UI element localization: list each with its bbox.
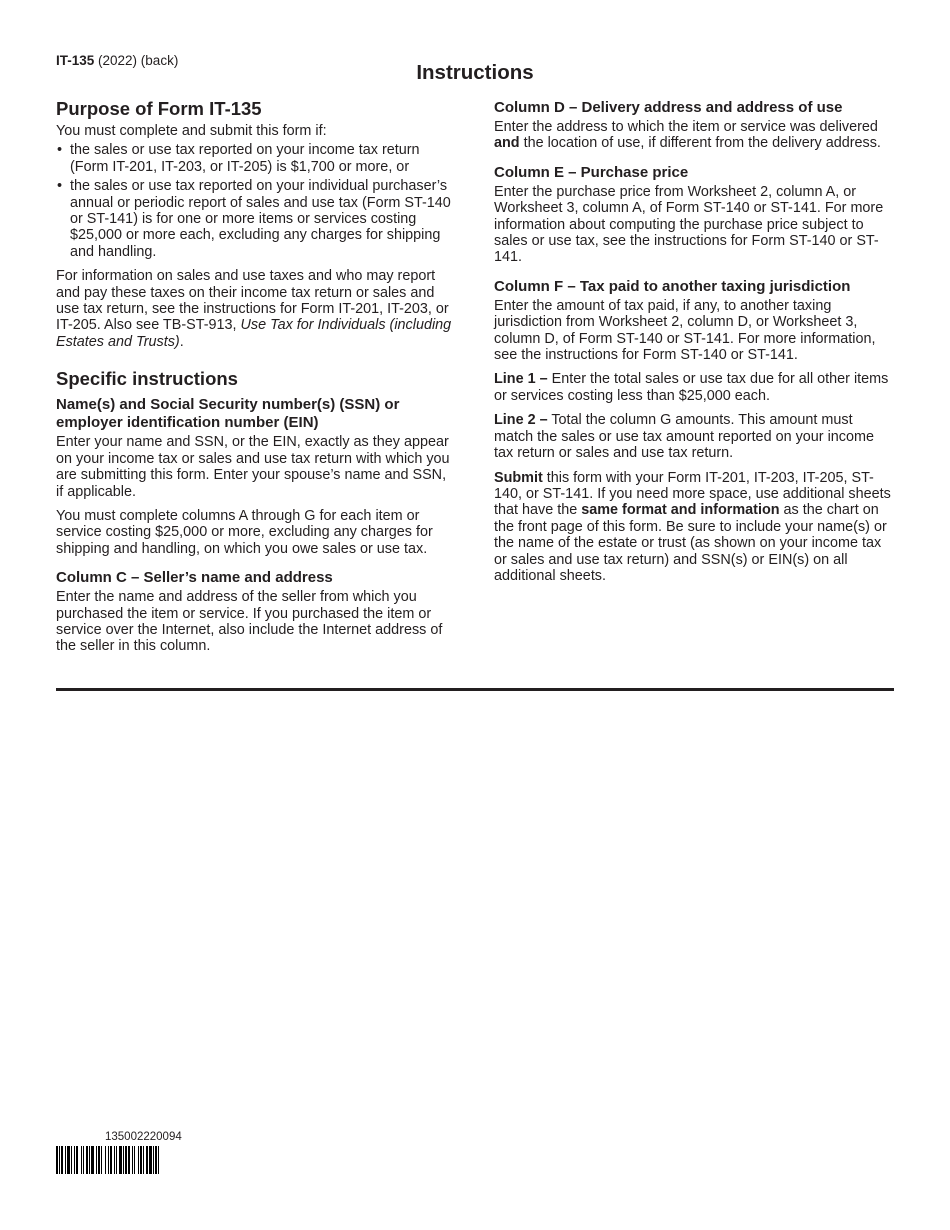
columns-text: You must complete columns A through G for each item or service costing $25,000 or more, excluding any charges for shipping and handling, on which you owe sales or use tax. (56, 507, 433, 557)
list-item-text: the sales or use tax reported on your individual purchaser’s annual or periodic report of sales and use tax (Form ST-140 or ST-141) is for one or more items or services costing $25,000 or more each, excluding any charges for shipping and handling. (70, 178, 451, 260)
column-d-text-1: Enter the address to which the item or service was delivered (494, 119, 878, 135)
info-end: . (179, 333, 184, 350)
submit-bold: same format and information (581, 502, 780, 519)
right-column (494, 99, 894, 592)
purpose-heading: Purpose of Form IT-135 (56, 98, 262, 119)
column-f-heading: Column F – Tax paid to another taxing jurisdiction (494, 277, 851, 295)
line-2-text (494, 412, 894, 461)
line-2-label: Line 2 – (494, 412, 548, 429)
column-e-heading: Column E – Purchase price (494, 163, 689, 181)
form-year: (2022) (back) (94, 53, 179, 68)
column-d-text (494, 119, 894, 152)
name-ssn-heading: Name(s) and Social Security number(s) (SSN) or employer identification number (EIN) (56, 396, 400, 432)
name-ssn-text: Enter your name and SSN, or the EIN, exactly as they appear on your income tax or sales and use tax return with which you are submitting this form. Enter your spouse’s name and SSN, if applicable. (56, 434, 450, 500)
purpose-list (56, 142, 456, 260)
line-1-label: Line 1 – (494, 371, 548, 388)
bullet-icon: • (57, 178, 63, 195)
barcode-icon (56, 1146, 240, 1174)
submit-text-1: this form with your Form IT-201, IT-203, IT-205, ST-140, or ST-141. If you need more space, use additional sheets that have the (494, 469, 891, 519)
info-paragraph (56, 268, 456, 350)
line-1-body: Enter the total sales or use tax due for all other items or services costing less than $25,000 each. (494, 371, 889, 404)
submit-text (494, 470, 894, 585)
purpose-intro: You must complete and submit this form if: (56, 123, 327, 139)
bullet-icon: • (57, 142, 63, 159)
page-title: Instructions (416, 61, 534, 84)
form-id: IT-135 (56, 53, 95, 68)
column-c-heading: Column C – Seller’s name and address (56, 569, 333, 587)
column-e-text: Enter the purchase price from Worksheet 2, column A, or Worksheet 3, column A, of Form ST-140 or ST-141. For more information about computing the purchase price subject to sales or use tax, see the instructions for Form ST-140 or ST-141. (494, 183, 884, 266)
column-d-heading: Column D – Delivery address and address of use (494, 99, 843, 116)
list-item (56, 142, 456, 175)
submit-label: Submit (494, 469, 543, 486)
column-d-bold: and (494, 135, 520, 152)
column-d-text-2: the location of use, if different from the delivery address. (519, 135, 881, 152)
list-item (56, 178, 456, 260)
specific-heading: Specific instructions (56, 368, 238, 390)
line-1-text (494, 371, 894, 404)
submit-text-2: as the chart on the front page of this form. Be sure to include your name(s) or the name of the estate or trust (as shown on your income tax or sales and use tax return) and SSN(s) or EIN(s) on all additional sheets. (494, 502, 887, 584)
list-item-text: the sales or use tax reported on your income tax return (Form IT-201, IT-203, or IT-205) is $1,700 or more, or (70, 142, 420, 175)
info-text: For information on sales and use taxes and who may report and pay these taxes on their income tax return or sales and use tax return, see the instructions for Form IT-201, IT-203, or IT-205. Also see TB-ST-913, (56, 268, 449, 334)
line-2-body: Total the column G amounts. This amount must match the sales or use tax amount reported on your income tax return or sales and use tax return. (494, 412, 874, 462)
publication-title: Use Tax for Individuals (including Estates and Trusts) (56, 317, 452, 350)
barcode-number: 135002220094 (105, 1131, 182, 1143)
column-f-text: Enter the amount of tax paid, if any, to another taxing jurisdiction from Worksheet 2, column D, or Worksheet 3, column D, of Form ST-140 or ST-141. For more information, see the instructions for Form ST-140 or ST-141. (494, 297, 876, 364)
left-column (56, 98, 456, 663)
section-divider (56, 688, 894, 691)
column-c-text: Enter the name and address of the seller from which you purchased the item or service. If you purchased the item or service over the Internet, also include the Internet address of the seller in this column. (56, 589, 443, 655)
